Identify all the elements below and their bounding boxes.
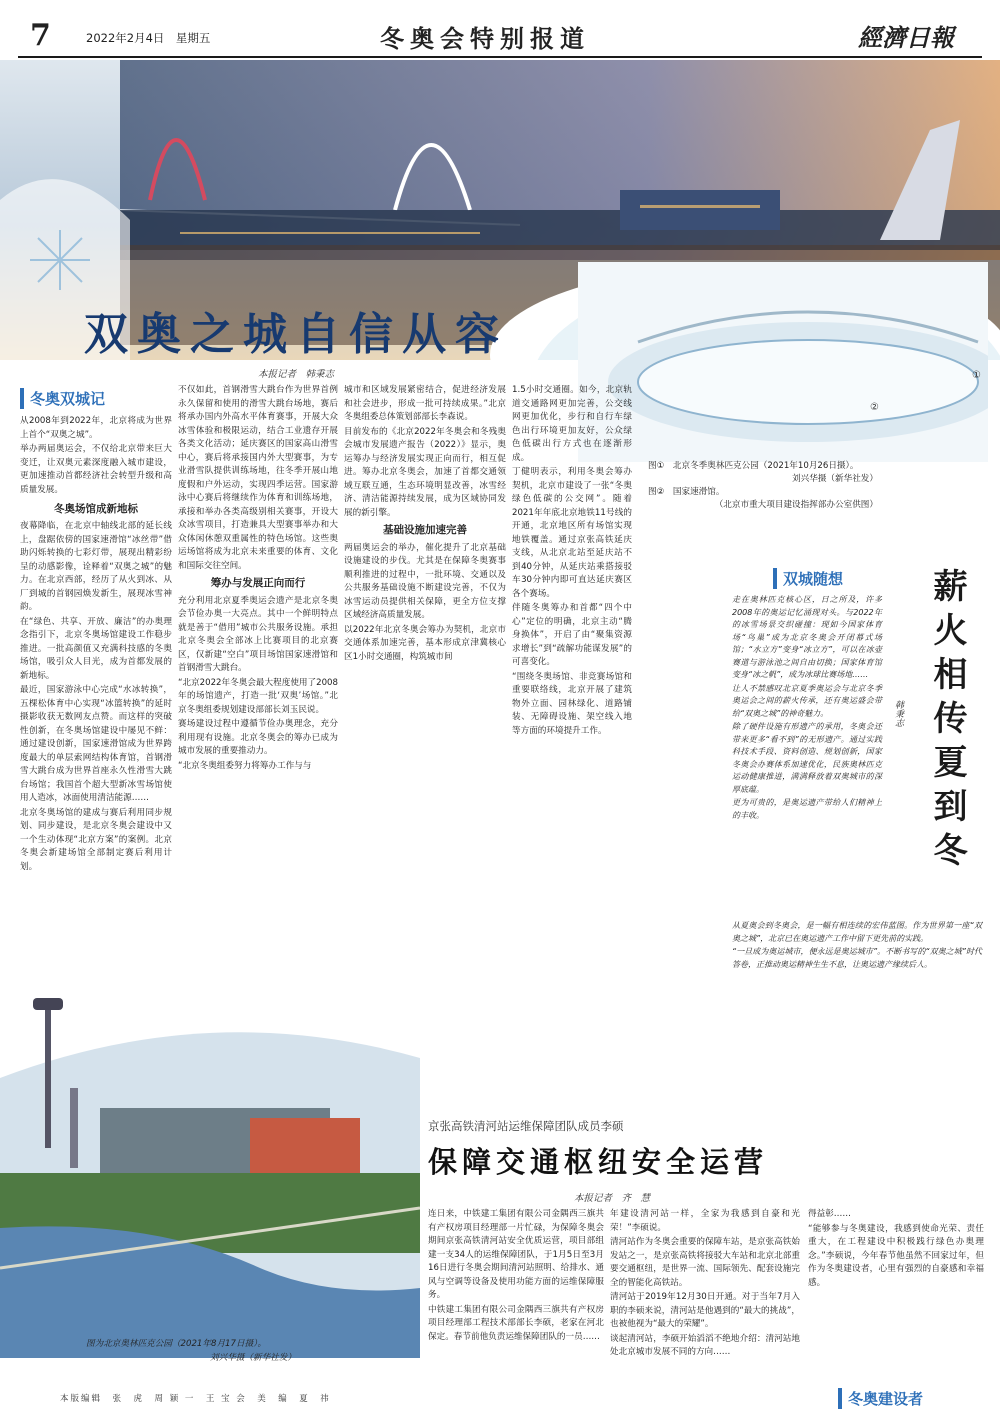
subhead: 筹办与发展正向而行 <box>210 577 306 589</box>
para: 连日来，中铁建工集团有限公司金隅西三旗共有产权房项目经理部一片忙碌，为保障冬奥会期间京张高铁清河站安全优质运营，项目部组建一支34人的运维保障团队，于1月5日至3月16日进行冬奥会期间清河站照明、给排水、通风与空调等设备及使用功能方面的运维保障服务。 <box>428 1209 604 1300</box>
para: “北京冬奥组委努力将筹办工作与与 <box>178 760 312 771</box>
para: 走在奥林匹克核心区，日之所及，许多2008年的奥运记忆涌现对头。与2022年的冰雪场景交织碰撞：现如今国家体育场“鸟巢”成为北京冬奥会开闭幕式场馆；“水立方”变身“冰立方”，可以在冰壶赛道与游泳池之间自由切换；国家体育馆变身“冰之帆”，成为冰球比赛场地…… <box>732 595 882 679</box>
page-number: 7 <box>30 18 51 53</box>
subhead: 基础设施加速完善 <box>383 524 467 536</box>
caption-credit: 刘兴华摄（新华社发） <box>792 474 878 484</box>
para: 以2022年北京冬奥会筹办为契机，北京市交通体系加速完善，基本形成京津冀核心区1小时交通圈，构筑城市间 <box>344 624 506 662</box>
section-tag: 冬奥双城记 <box>20 388 172 409</box>
article-column-1 <box>20 388 172 875</box>
article-column-2 <box>178 384 338 774</box>
main-headline: 双奥之城自信从容 <box>84 309 508 360</box>
header-rule <box>18 56 982 58</box>
para: 北京冬奥场馆的建成与赛后利用同步规划、同步建设，是北京冬奥会建设中又一个生动体现“北京方案”的案例。北京冬奥会新建场馆全部制定赛后利用计划。 <box>20 807 172 872</box>
para: 清河站作为冬奥会重要的保障车站，是京张高铁始发站之一，是京张高铁将接驳大车站和北京北部重要交通枢纽，是世界一流、国际领先、配套设施完全的智能化高铁站。 <box>610 1237 800 1288</box>
para: 从2008年到2022年，北京将成为世界上首个“双奥之城”。 <box>20 416 172 440</box>
issue-date: 2022年2月4日 星期五 <box>86 31 211 45</box>
para: 年建设清河站一样，全家为我感到自豪和光荣！”李硕说。 <box>610 1209 800 1233</box>
bottom-credit: 刘兴华摄（新华社发） <box>210 1353 296 1363</box>
para: 充分利用北京夏季奥运会遗产是北京冬奥会节俭办奥一大亮点。其中一个鲜明特点就是善于“借用”城市公共服务设施。承担北京冬奥会全部冰上比赛项目的北京赛区，仅新建“空白”项目场馆国家速滑馆和首钢滑雪大跳台。 <box>178 595 338 673</box>
para: 从夏奥会到冬奥会，是一幅有相连续的宏伟蓝图。作为世界第一座“双奥之城”，北京已在奥运遗产工作中留下更先前的实践。 <box>732 921 982 943</box>
bottom-tag: 冬奥建设者 <box>838 1388 923 1409</box>
editor-credits: 本版编辑 张 虎 周 颖 一 王 宝 会 美 编 夏 祎 <box>60 1394 331 1404</box>
side-article <box>732 594 882 823</box>
para: 得益彰…… <box>808 1209 851 1219</box>
para: “能够参与冬奥建设，我感到使命光荣、责任重大，在工程建设中积极践行绿色办奥理念。”李硕说，今年春节他虽然不回家过年，但作为冬奥建设者，心里有强烈的自豪感和幸福感。 <box>808 1223 984 1288</box>
para: 1.5小时交通圈。如今，北京轨道交通路网更加完善，公交线网更加优化，步行和自行车绿色出行环境更加友好，公众绿色低碳出行方式也在逐渐形成。 <box>512 385 632 463</box>
para: “一旦成为奥运城市，便永远是奥运城市”。不断书写的“双奥之城”时代答卷，正推动奥运精神生生不息，让奥运遗产缘续后人。 <box>732 947 982 969</box>
masthead-logo: 經濟日報 <box>858 23 954 52</box>
para: 清河站于2019年12月30日开通。对于当年7月入职的李硕来说，清河站是他遇到的“最大的挑战”，也被他视为“最大的荣耀”。 <box>610 1292 800 1329</box>
para: 目前发布的《北京2022年冬奥会和冬残奥会城市发展遗产报告（2022）》显示，奥运筹办与经济发展实现正向而行，相互促进。筹办北京冬奥会，加速了首都交通领域互联互通，生态环境明显改善，冰雪经济、清洁能源持续发展，成为区域协同发展的新引擎。 <box>344 426 506 518</box>
bottom-headline: 保障交通枢纽安全运营 <box>428 1145 769 1179</box>
photo-caption <box>648 460 878 512</box>
para: 更为可贵的，是奥运遗产带给人们精神上的丰收。 <box>732 798 882 820</box>
side-headline: 薪火相传夏到冬 <box>927 568 967 876</box>
para: “围绕冬奥场馆、非竞赛场馆和重要联络线，北京开展了建筑物外立面、园林绿化、道路铺装、无障碍设施、架空线入地等方面的环境提升工作。 <box>512 671 632 736</box>
bottom-kicker: 京张高铁清河站运维保障团队成员李硕 <box>428 1119 624 1133</box>
speed-skating-photo <box>578 262 988 462</box>
para: 谈起清河站，李硕开始滔滔不绝地介绍：清河站地处北京城市发展不同的方向…… <box>610 1333 800 1357</box>
para: 除了硬件设施有形遗产的承用，冬奥会还带来更多“看不到”的无形遗产。通过实践科技术手段、资料创造、规划创新，国家冬奥会办赛体系加速优化，民族奥林匹克运动健康推进，满满释放着双奥城市的深厚底蕴。 <box>732 722 882 794</box>
side-tag: 双城随想 <box>773 568 873 589</box>
bottom-column-3 <box>808 1208 984 1291</box>
para: 举办两届奥运会，不仅给北京带来巨大变迁，让双奥元素深度融入城市建设，更加速推动首都经济社会转型升级和高质量发展。 <box>20 444 172 495</box>
bottom-column-1 <box>428 1208 604 1345</box>
para: 最近，国家游泳中心完成“水冰转换”，五棵松体育中心实现“冰篮转换”的延时摄影收获无数网友点赞。而这样的突破性创新，在冬奥场馆建设中屡见不鲜：通过建设创新，国家速滑馆成为世界跨度最大的单层索网结构体育馆，首钢滑雪大跳台成为世界首座永久性滑雪大跳台场馆；我国首个超大型新冰雪场馆使用人造冰，冰面使用清洁能源…… <box>20 685 172 803</box>
para: 夜幕降临，在北京中轴线北部的延长线上，盘踞依傍的国家速滑馆“冰丝带”借助闪烁转换的七彩灯带，展现出精彩纷呈的动感影像，诠释着“双奥之城”的魅力。在北京西部，经历了从火到冰、从厂到城的首钢园焕发新生，展现冰雪神韵。 <box>20 521 172 612</box>
para: 丁健明表示，利用冬奥会筹办契机，北京市建设了一张“冬奥绿色低碳的公交网”。随着2021年年底北京地铁11号线的开通，北京地区所有场馆实现地铁覆盖。通过京张高铁延庆支线，从北京北站至延庆站不到40分钟，从延庆站乘搭接驳车30分钟内即可直达延庆赛区各个赛场。 <box>512 467 632 599</box>
bottom-column-2 <box>610 1208 800 1361</box>
subhead: 冬奥场馆成新地标 <box>54 503 138 515</box>
side-author: 韩秉志 <box>893 700 903 727</box>
bottom-caption: 图为北京奥林匹克公园（2021年8月17日摄）。 <box>86 1339 267 1349</box>
main-byline: 本报记者 韩秉志 <box>258 369 335 380</box>
para: 伴随冬奥筹办和首都“四个中心”定位的明确，北京主动“腾身换体”，开启了由“聚集资源求增长”到“疏解功能谋发展”的可喜变化。 <box>512 603 632 667</box>
para: 城市和区域发展紧密结合，促进经济发展和社会进步，形成一批可持续成果。”北京冬奥组委总体策划部部长李森说。 <box>344 385 506 422</box>
para: 中铁建工集团有限公司金隅西三旗共有产权房项目经理部工程技术部部长李硕，老家在河北保定。春节前他负责运维保障团队的一员…… <box>428 1304 604 1342</box>
olympic-park-photo <box>0 968 420 1358</box>
caption-line: 图① 北京冬季奥林匹克公园（2021年10月26日摄）。 <box>648 461 859 471</box>
para: 赛场建设过程中遵循节俭办奥理念，充分利用现有设施。北京冬奥会的筹办已成为城市发展的重要推动力。 <box>178 719 338 756</box>
article-column-4 <box>512 384 632 739</box>
caption-credit: （北京市重大项目建设指挥部办公室供图） <box>714 500 878 510</box>
bottom-byline: 本报记者 齐 慧 <box>574 1193 651 1204</box>
svg-text:②: ② <box>870 402 879 413</box>
article-column-3 <box>344 384 506 665</box>
para: 不仅如此，首钢滑雪大跳台作为世界首例永久保留和使用的滑雪大跳台场地，赛后将承办国内外高水平体育赛事，开展大众冰雪体验和极限运动，结合工业遗存开展各类文化活动；延庆赛区的国家高山滑雪中心，赛后将承接国内外大型赛事，为专业滑雪队提供训练场地，往冬季开展山地度假和户外运动，实现四季运营。国家游泳中心赛后将继续作为体育和训练场地，承接和举办各类高级别相关赛事，开设大众冰雪项目，打造兼具大型赛事举办和大众体闲休憩双重属性的特色场馆。这些奥运场馆将成为北京未来重要的体育、文化和国际交往空间。 <box>178 385 338 571</box>
svg-text:①: ① <box>972 370 981 381</box>
side-tag-box <box>773 568 873 589</box>
caption-line: 图② 国家速滑馆。 <box>648 487 725 497</box>
para: 两届奥运会的举办，催化提升了北京基础设施建设的步伐。尤其是在保障冬奥赛事顺利推进的过程中，一批环境、交通以及公共服务基础设施不断建设完善，不仅为冰雪运动员提供相关保障，更全方位支撑区域经济高质量发展。 <box>344 542 506 620</box>
para: 在“绿色、共享、开放、廉洁”的办奥理念指引下，北京冬奥场馆建设工作稳步推进。一批高颜值又充满科技感的冬奥场馆，吸引众人目光，成为首都发展的新地标。 <box>20 616 172 681</box>
section-title: 冬奥会特别报道 <box>380 25 590 53</box>
side-article-end <box>732 920 982 972</box>
para: “北京2022年冬奥会最大程度使用了2008年的场馆遗产，打造一批‘双奥’场馆。”北京冬奥组委规划建设部部长刘玉民说。 <box>178 677 338 715</box>
para: 让人不禁感叹北京夏季奥运会与北京冬季奥运会之间的薪火传承，还有奥运盛会带给“双奥之城”的神奇魅力。 <box>732 683 882 718</box>
